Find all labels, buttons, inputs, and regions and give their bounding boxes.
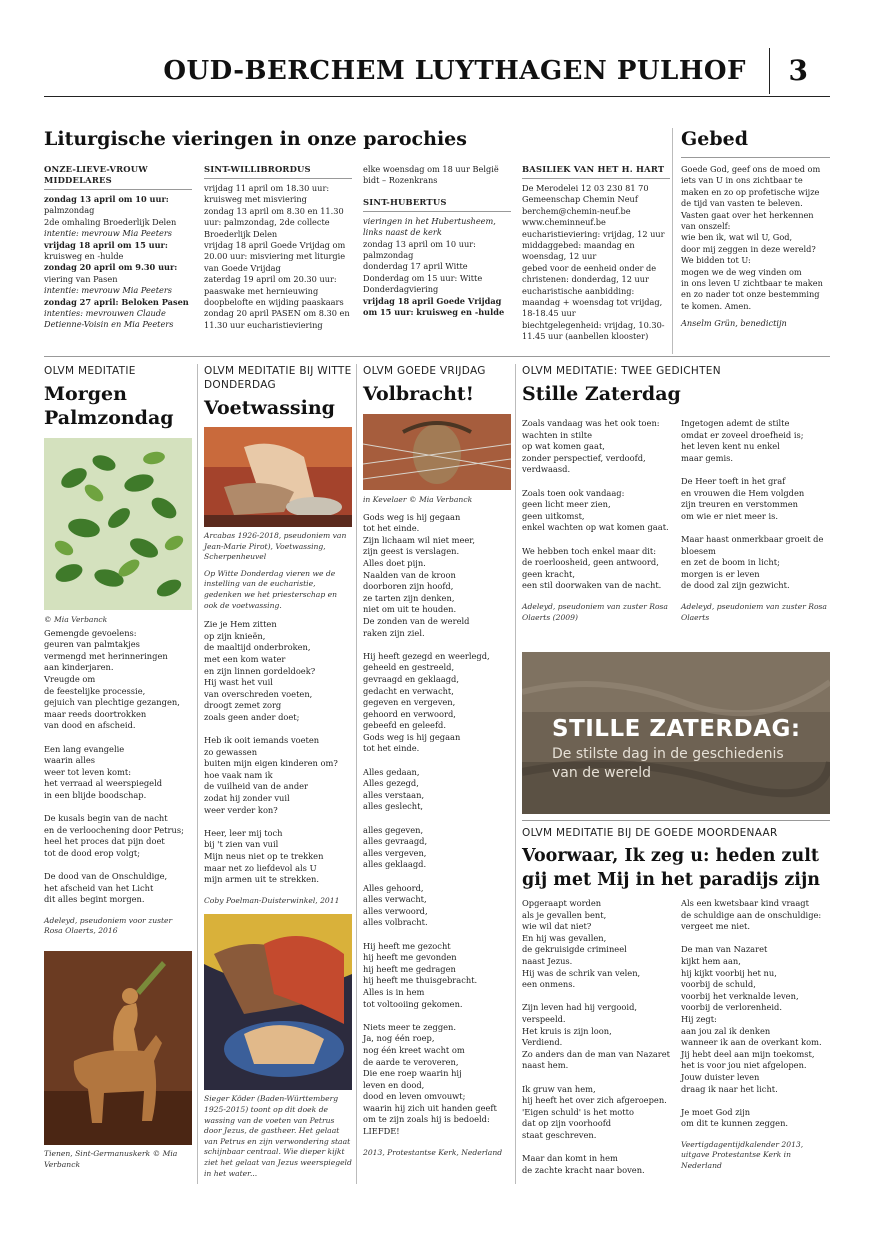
masthead-divider (769, 48, 771, 94)
goede-moordenaar-article (522, 826, 830, 892)
article-kicker: OLVM GOEDE VRIJDAG (363, 365, 486, 377)
gebed-divider (672, 128, 673, 354)
hubertus-line: vieringen in het Hubertusheem, links naast de kerk (363, 215, 496, 238)
article-poem: Zie je Hem zitten op zijn knieën, de maaltijd onderbroken, met een kom water en zijn linnen gordeldoek? Hij wast het vuil van overschreden voeten, droogt zemet zorg zoals geen ander doet; Heb ik ooit iemands voeten zo gewassen buiten mijn eigen kinderen om? hoe vaak nam ik de vuilheid van de ander zodat hij zonder vuil weer verder kon? Heer, leer mij toch bij 't zien van vuil Mijn neus niet op te trekken maar net zo liefdevol als U mijn armen uit te strekken. (204, 619, 338, 885)
basiliek-email: berchem@chemin-neuf.be (522, 205, 631, 216)
page-number: 3 (788, 54, 808, 87)
willibrordus-line: zondag 13 april om 8.30 en 11.30 uur: palmzondag, 2de collecte Broederlijk Delen (204, 205, 344, 239)
wednesday-rosary: elke woensdag om 18 uur België bidt – Rozenkrans (363, 164, 499, 186)
article-title: Voorwaar, Ik zeg u: heden zult gij met Mij in het paradijs zijn (522, 846, 821, 890)
willibrordus-title: SINT-WILLIBRORDUS (204, 164, 311, 174)
article-poem: Zoals vandaag was het ook toen: wachten in stilte op wat komen gaat, zonder perspectief, verdoofd, verdwaasd. Zoals toen ook vandaag: geen licht meer zien, geen uitkomst, enkel wachten op wat komen gaat. We hebben toch enkel maar dit: de roerloosheid, geen antwoord, geen kracht, een stil doorwaken van de nacht. (522, 418, 669, 591)
donkey-statue-photo (44, 951, 192, 1145)
divider (522, 178, 670, 179)
goede-moordenaar-poem-a (522, 898, 670, 1176)
basiliek-line: Gemeenschap Chemin Neuf (522, 194, 638, 205)
stille-zaterdag-poem-b (681, 418, 830, 623)
olv-line: kruisweg en -hulde (44, 251, 124, 262)
column-divider (515, 364, 516, 1184)
article-title: Morgen Palmzondag (44, 383, 174, 429)
hubertus-line: donderdag 17 april Witte Donderdag om 15 uur: Witte Donderdagviering (363, 261, 483, 295)
article-author: Veertigdagentijdkalender 2013, uitgave Protestantse Kerk in Nederland (681, 1139, 804, 1171)
basiliek-block (522, 164, 670, 343)
olv-line: vrijdag 18 april om 15 uur: (44, 239, 168, 250)
article-author: Adeleyd, pseudoniem voor zuster Rosa Olaerts, 2016 (44, 915, 173, 936)
article-kicker: OLVM MEDITATIE BIJ WITTE DONDERDAG (204, 365, 352, 391)
willibrordus-line: zondag 20 april PASEN om 8.30 en 11.30 uur eucharistieviering (204, 308, 350, 330)
willibrordus-block (204, 164, 352, 331)
basiliek-website: www.cheminneuf.be (522, 217, 606, 228)
banner-subtitle: De stilste dag in de geschiedenis (552, 746, 784, 762)
willibrordus-line: vrijdag 18 april Goede Vrijdag om 20.00 uur: misviering met liturgie van Goede Vrijdag (204, 240, 346, 273)
article-kicker: OLVM MEDITATIE BIJ DE GOEDE MOORDENAAR (522, 827, 778, 839)
article-poem: Opgeraapt worden als je gevallen bent, wie wil dat niet? En hij was gevallen, de gekruisigde crimineel naast Jezus. Hij was de schrik van velen, een onmens. Zijn leven had hij vergooid, verspeeld. Het kruis is zijn loon, Verdiend. Zo anders dan de man van Nazaret naast hem. Ik gruw van hem, hij heeft het over zich afgeroepen. 'Eigen schuld' is het motto dat op zijn voorhoofd staat geschreven. Maar dan komt in hem de zachte kracht naar boven. (522, 898, 671, 1175)
article-author: Adeleyd, pseudoniem van zuster Rosa Olaerts (2009) (522, 601, 668, 622)
basiliek-title: BASILIEK VAN HET H. HART (522, 164, 665, 174)
hubertus-block (363, 164, 511, 318)
banner-subtitle: van de wereld (552, 765, 652, 781)
olv-line: intentie: mevrouw Mia Peeters (44, 285, 172, 296)
hubertus-title: SINT-HUBERTUS (363, 196, 447, 207)
banner-title: STILLE ZATERDAG: (552, 716, 801, 742)
divider (44, 189, 192, 190)
article-poem: Gods weg is hij gegaan tot het einde. Zijn lichaam wil niet meer, zijn geest is verslagen. Alles doet pijn. Naalden van de kroon doorboren zijn hoofd, ze tarten zijn denken, niet om uit te houden. De zonden van de wereld raken zijn ziel. Hij heeft gezegd en weerlegd, geheeld en gestreeld, gevraagd en geklaagd, gedacht en verwacht, gegeven en vergeven, gehoord en verwoord, gebeefd en geleefd. Gods weg is hij gegaan tot het einde. Alles gedaan, Alles gezegd, alles verstaan, alles geslecht, alles gegeven, alles gevraagd, alles vergeven, alles geklaagd. Alles gehoord, alles verwacht, alles verwoord, alles volbracht. Hij heeft me gezocht hij heeft me gevonden hij heeft me gedragen hij heeft me thuisgebracht. Alles is in hem tot voltooiing gekomen. Niets meer te zeggen. Ja, nog één roep, nog één kreet wacht om de aarde te veroveren, Die ene roep waarin hij leven en dood, dood en leven omvouwt; waarin hij zich uit handen geeft om te zijn zoals hij is bedoeld: LIEFDE! (363, 511, 497, 1137)
hubertus-line: vrijdag 18 april Goede Vrijdag om 15 uur: kruisweg en -hulde (363, 295, 505, 318)
palm-branch-photo (44, 438, 192, 610)
goede-moordenaar-poem-b (681, 898, 830, 1172)
hubertus-line: zondag 13 april om 10 uur: palmzondag (363, 238, 476, 261)
gebed-text: Goede God, geef ons de moed om iets van U in ons zichtbaar te maken en zo op profetische wijze de tijd van vasten te beleven. Vasten gaat over het herkennen van onszelf: wie ben ik, wat wil U, God, door mij zeggen in deze wereld? We bidden tot U: mogen we de weg vinden om in ons leven U zichtbaar te maken en zo nader tot onze bestemming te komen. Amen. (681, 164, 823, 311)
article-kicker: OLVM MEDITATIE: TWEE GEDICHTEN (522, 365, 721, 377)
article-author: 2013, Protestantse Kerk, Nederland (363, 1147, 503, 1157)
morgen-palmzondag-article (44, 364, 192, 1170)
masthead (44, 48, 830, 97)
crown-of-thorns-photo (363, 414, 511, 490)
divider (522, 820, 830, 821)
foot-washing-painting (204, 427, 352, 527)
koder-painting (204, 914, 352, 1090)
basiliek-line: middaggebed: maandag en woensdag, 12 uur (522, 240, 635, 262)
article-poem: Als een kwetsbaar kind vraagt de schuldige aan de onschuldige: vergeet me niet. De man van Nazaret kijkt hem aan, hij kijkt voorbij het nu, voorbij de schuld, voorbij het verknalde leven, voorbij de verlorenheid. Hij zegt: aan jou zal ik denken wanneer ik aan de overkant kom. Jij hebt deel aan mijn toekomst, het is voor jou niet afgelopen. Jouw duister leven draag ik naar het licht. Je moet God zijn om dit te kunnen zeggen. (681, 898, 822, 1129)
photo-caption: in Kevelaer © Mia Verbanck (363, 495, 473, 504)
article-kicker: OLVM MEDITATIE (44, 365, 136, 377)
section-divider (44, 356, 830, 357)
stille-zaterdag-banner (522, 652, 830, 814)
basiliek-line: gebed voor de eenheid onder de christenen: donderdag, 12 uur (522, 262, 657, 285)
column-divider (356, 364, 357, 1184)
voetwassing-article (204, 364, 352, 1179)
liturgy-heading: Liturgische vieringen in onze parochies (44, 128, 467, 150)
article-poem: Ingetogen ademt de stilte omdat er zoveel droefheid is; het leven kent nu enkel maar gemis. De Heer toeft in het graf en vrouwen die Hem volgden zijn treuren en verstommen om wie er niet meer is. Maar haast onmerkbaar groeit de bloesem en zet de boom in licht; morgen is er leven de dood zal zijn gezwicht. (681, 418, 824, 591)
gebed-block (681, 128, 830, 330)
photo-caption: Tienen, Sint-Germanuskerk © Mia Verbanck (44, 1149, 178, 1169)
divider (681, 157, 830, 158)
gebed-author: Anselm Grün, benedictijn (681, 318, 787, 329)
painting-caption: Sieger Köder (Baden-Württemberg 1925-2015) toont op dit doek de wassing van de voeten van Petrus door Jezus, de gastheer. Het gelaat van Petrus en zijn verwondering staat schijnbaar centraal. Wie dieper kijkt ziet het gelaat van Jezus weerspiegeld in het water... (204, 1094, 352, 1178)
stille-zaterdag-article (522, 364, 830, 406)
olv-block (44, 164, 192, 331)
olv-line: palmzondag (44, 205, 95, 216)
willibrordus-line: zaterdag 19 april om 20.30 uur: paaswake met hernieuwing doopbelofte en wijding paaskaars (204, 274, 344, 308)
article-title: Volbracht! (363, 383, 474, 405)
olv-line: intentie: mevrouw Mia Peeters (44, 228, 172, 239)
article-author: Adeleyd, pseudoniem van zuster Rosa Olaerts (681, 601, 827, 622)
olv-line: zondag 20 april om 9.30 uur: (44, 262, 178, 273)
basiliek-line: eucharistieviering: vrijdag, 12 uur (522, 228, 665, 239)
olv-line: zondag 13 april om 10 uur: (44, 194, 169, 204)
olv-title: ONZE-LIEVE-VROUW MIDDELARES (44, 164, 148, 185)
divider (363, 211, 511, 212)
olv-line: viering van Pasen (44, 273, 118, 284)
basiliek-line: biechtgelegenheid: vrijdag, 10.30-11.45 uur (aanbellen klooster) (522, 319, 665, 342)
basiliek-line: eucharistische aanbidding: maandag + woensdag tot vrijdag, 18-18.45 uur (522, 285, 663, 319)
article-poem: Gemengde gevoelens: geuren van palmtakjes vermengd met herinneringen aan kinderjaren. Vreugde om de feestelijke processie, gejuich van plechtige gezangen, maar reeds doortrokken van dood en afscheid. Een lang evangelie waarin alles weer tot leven komt: het verraad al weerspiegeld in een blijde boodschap. De kusals begin van de nacht en de verloochening door Petrus; heel het proces dat pijn doet tot de dood erop volgt; De dood van de Onschuldige, het afscheid van het Licht dit alles begint morgen. (44, 627, 184, 905)
article-title: Voetwassing (204, 397, 335, 419)
masthead-title: OUD-BERCHEM LUYTHAGEN PULHOF (163, 56, 746, 86)
gebed-heading: Gebed (681, 128, 748, 150)
article-title: Stille Zaterdag (522, 383, 681, 405)
column-divider (197, 364, 198, 1184)
olv-line: 2de omhaling Broederlijk Delen (44, 216, 177, 227)
olv-line: zondag 27 april: Beloken Pasen (44, 296, 189, 307)
article-author: Coby Poelman-Duisterwinkel, 2011 (204, 895, 340, 905)
painting-caption: Arcabas 1926-2018, pseudoniem van Jean-Marie Pirot), Voetwassing, Scherpenheuvel (204, 531, 347, 562)
stille-zaterdag-poem-a (522, 418, 670, 623)
basiliek-line: De Merodelei 12 03 230 81 70 (522, 183, 649, 193)
volbracht-article (363, 364, 511, 1158)
willibrordus-line: vrijdag 11 april om 18.30 uur: kruisweg met misviering (204, 183, 330, 205)
divider (204, 178, 352, 179)
article-intro: Op Witte Donderdag vieren we de instelling van de eucharistie, gedenken we het priesterschap en ook de voetwassing. (204, 568, 337, 610)
photo-credit: © Mia Verbanck (44, 615, 108, 624)
olv-line: intenties: mevrouwen Claude Detienne-Voisin en Mia Peeters (44, 308, 174, 330)
